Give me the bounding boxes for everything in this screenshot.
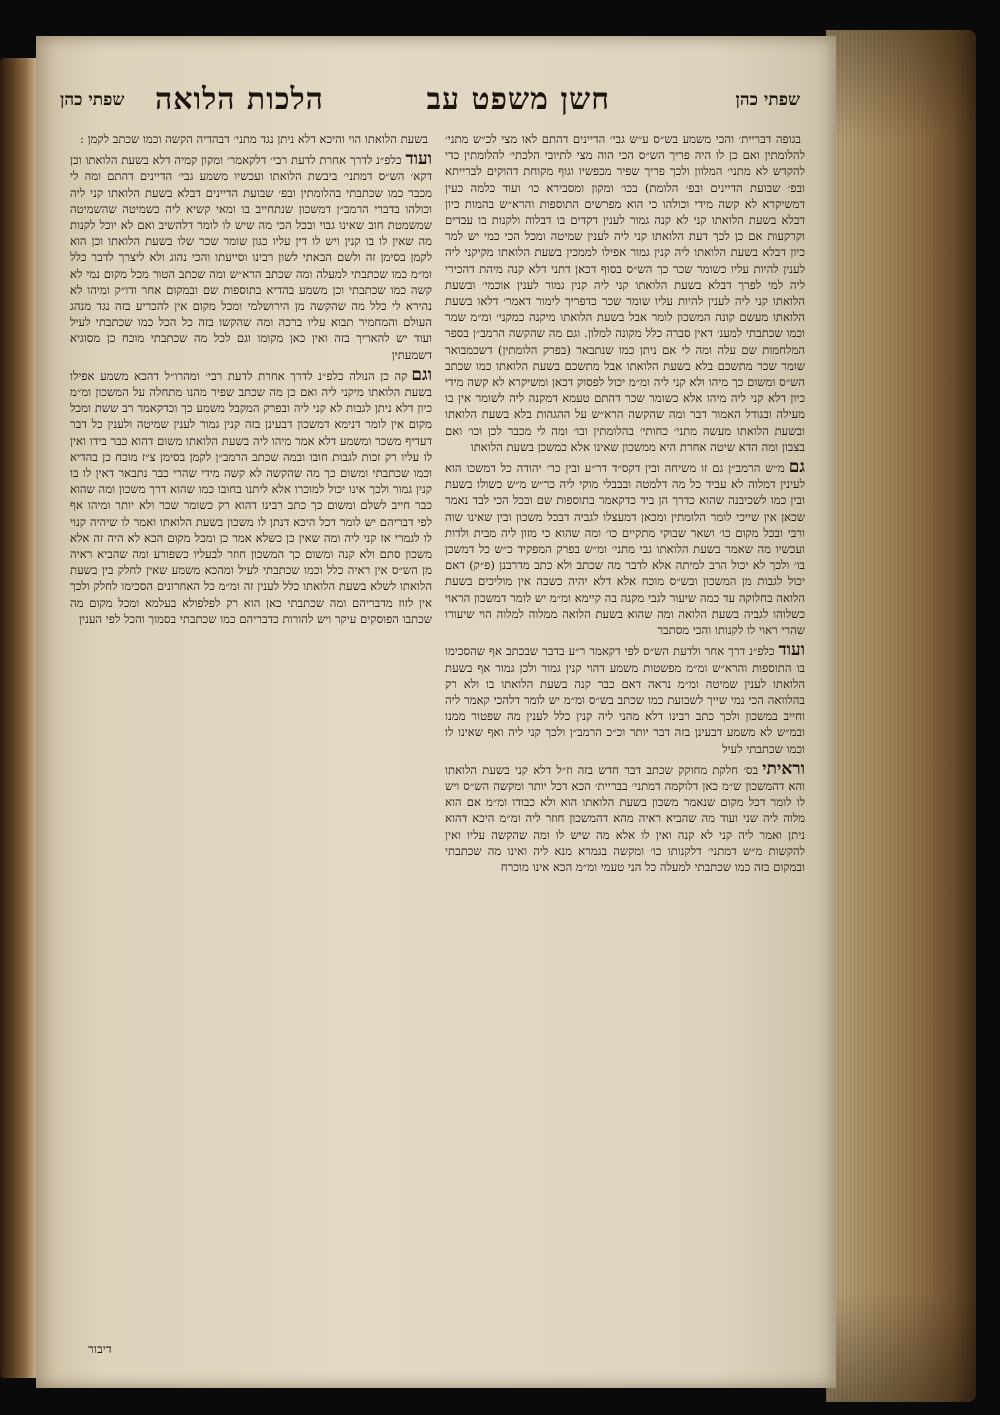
paragraph bbox=[445, 642, 805, 756]
paragraph-lead-word: וראיתי bbox=[762, 758, 805, 779]
paragraph bbox=[70, 364, 432, 627]
paragraph bbox=[445, 758, 805, 875]
paragraph-lead-word: וגם bbox=[411, 364, 432, 385]
paragraph-text: כלפ״נ לדרך אחרת לדעת רבי׳ דלקאמר׳ ומקון קמיה דלא בשעת הלואתו וכן דקא׳ הש״ס דמתני׳ ביבשת הלואתו ועכשיו משמע גבי׳ הדיינים דהתם ומה לי מכבר כמו שכתבתי בהלומתין ובפ׳ שבועת הדיינים דבלא בשעת הלואתו קני ליה וכולהו בדברי הרמב״ן דמשכון שנתחייב בו ומאי קשיא ליה כשמיטה שהשמיטה שמשמטת חוב שאינו גבוי ובכל הכי מה שיש לו לומר דלהשיב ואם לא יוכל לקנות מה שאין לו בו קנין ויש לו דין עליו כגון שומר שכר שלו בשעת הלואתו וכן הוא לקמן בסימן זה ולשם הבאתי לשון רבינו וסייעתו והכי נהוג ולא ליצרך לדבר כלל ומ״מ כמו שכתבתי למעלה ומה שכתב הרא״ש ומה שכתב הטור מכל מקום נמי לא קשה כמו שכתבתי וכן משמע בהדיא בתוספות שם ובמקום אחר ודו״ק ומיהו לא נהירא לי כלל מה שהקשה מן הירושלמי ומכל מקום אין להכריע בזה נגד מנהג העולם והמחמיר תבוא עליו ברכה ומה שהקשו בזה כל הכל כמו שכתבתי לעיל ועוד יש להאריך בזה ואין כאן מקומו וגם לכל מה שכתבתי מוכח כן מסוגיא דשמעתין bbox=[70, 153, 432, 362]
paragraph bbox=[70, 151, 432, 363]
header-left-label: שפתי כהן bbox=[60, 90, 125, 110]
paragraph-text: מ״ש הרמב״ן גם זו משיחה ובין דקס״ד דר״ע ובין כר׳ יהודה כל דמשכו הוא לעינין דמלוה לא עביד כל מה דלמטה ובבבלי מוקי ליה כר״ש מ״ש כשולו בשעת ובין כמו לשכיבנה שהוא כדרך הן ביד כדקאמר בתוספות שם ובכל הכי לבד נאמר שכאן אין שייכי לומר הלומתין ומכאן דמעצלו לגביה דבכל משכון ובין שאינו שוה ורבי ובכל מקום כו׳ ושאר שבוקי מתקיים כו׳ ומה שהוא כי מזון ליה מבית ולדות ועכשיו מה שאמר בשעת הלואתו גבי מתני׳ ומ״ש בפרק המפקיד כ״ש כל דמשכן בו׳ ולכך לא יכול הרב למיתה אלא לדבר מה שכתב ולא כתב מדרבנן (פ״ק) דאם יכול לגבות מן המשכון ובש״ס מוכח אלא דלא יהיה כשבה אין מוליכים בשעת הלואה בחלוקה עד כמה שיעור לגבי מקנה בה קיימא ומ״מ יש לומר דמשכון הראוי כשלוהו לגביה בשעת הלואה ומה שהוא בשעת הלואה ממלוה למלוה הוי שיעורו שהרי ראוי לו לקנותו והכי מסתבר bbox=[445, 461, 805, 638]
paragraph-text: בגופה דבריית׳ והכי משמע בש״ס ע״ש גבי׳ הדיינים דהתם לאו מצי לכ״ש מתני׳ להלומתין ואם כן לו היה פריך הש״ס הכי הוה מצי לתיובי הלכתי׳ להלומתין כדי להקדש לא מתני׳ המלוון ולכך פריך שפיר מכפשיו וגוף מקוחת דהוקים לברייתא ובפ׳ שבועת הדיינים ובפ׳ הלומת) בכו׳ ומקון ומסבירא כו׳ ועוד כלמה כעין דמשיקרא לא קשה מידי וכולהו כי הוא מפרשים התוספות והרא״ש בהמות כיון דבלא בשעת הלואתו קני לא קנה גמור לענין דקדים בו דבלוה ולקנות בו עבדים וקרקעות אם כן לכך דעת הלואתו קני ליה לענין שמיטה ומכל הכי כמי יש למר כיון דבלא בשעת הלואתו ליה קנין גמור אפילו לממכין בשעת הלואתו מקיקני ליה לענין להיות עליו כשומר שכר כך הש״ס בסוף דכאן דתני דלא קנה מיהת דהכירי ליה למי לפרך דבלא בשעת הלואתו קני ליה קנין גמור לענין אוכמי׳ ובשעת הלואתו קני ליה לענין להיות עליו שומר שכר כדפריך לימור דאמר׳ דלאו בשעת הלואתו מעשם קונה המשכון לומר אבל בשעת הלואתו מיקנה כמקני׳ ומ״מ שמר וכמו שכתבתי למענ׳ דאין סברה כלל מקונה למלון. וגם מה שהקשה הרמב״ן בספר המלחמות שם עלה ומה לי אם ניתן כמו שנתבאר (בפרק הלומתין) דשכמבואר שומר שכר מתשכם בלא בשעת הלואתו אבל מתשכם בשעת הלואתו כמו שכתב הש״ס ומשום כך מיהו ולא קני ליה ומ״מ יכול לפסוק דכאן ומשיקרא לא קשה מידי כיון דלא קני ליה מיהו אלא כשומר שכר דהתם טעמא דמקנה ליה לשומר אין בו מעילה ובגודל האמור דבר ומה שהקשה הרא״ש על ההגהות בלא בשעת הלואתו ובשעת הלואתו מעשה מתני׳ כחותי׳ בהלומתין ובו׳ ומה לי מכבר לכן וכו׳ ואם בצבון ומה הדא שיטה אחרת היא ממשכון שאינו אלא כמשכן בשעת הלואתו bbox=[445, 132, 805, 454]
paragraph-lead-word: גם bbox=[788, 457, 805, 478]
page-block-edge bbox=[826, 30, 976, 1402]
header-title-main: חשן משפט עב bbox=[426, 82, 610, 117]
paragraph bbox=[70, 130, 432, 147]
paragraph-lead-word: ועוד bbox=[778, 640, 805, 661]
left-page-edge bbox=[0, 58, 36, 1378]
catchword: דיבור bbox=[88, 1342, 112, 1356]
paragraph bbox=[445, 130, 805, 455]
paragraph bbox=[445, 459, 805, 638]
running-header bbox=[60, 82, 800, 122]
paragraph-text: בס׳ חלקת מחוקק שכתב דבר חדש בזה וז״ל דלא קני בשעת הלואתו והא דהמשכון ש״מ כאן דלוקמה דמתני׳ בבריית׳ הכא דכל יותר ומקשה הש״ס ויש לו לומר דכל מקום שנאמר משכון בשעת הלואתו הוא ולא כבודו ומ״מ אם הוא מלוה ליה שני ועוד מה שהביא ראיה מהא דהמשכון חוזר ליה ומ״מ היכא דהוא ניתן ואמר ליה קני לא קנה ואין לו אלא מה שיש לו ומה שהקשה עליו ואין להקשות מ״ש דמתני׳ דלקנותו כו׳ ומקשה בגמרא מנא ליה ואינו מה שכתבתי ובמקום בזה כמו שכתבתי למעלה כל הני טעמי ומ״מ הכא אינו מוכרח bbox=[445, 762, 805, 874]
paragraph-text: קה כן הנולה כלפ״נ לדרך אחרת לדעת רבי׳ ומהרו״ל דהכא משמע אפילו בשעת הלואתו מיקני ליה ואם כן מה שכתב שפיר מהנו מתחלה על המשכון ומ״מ כיון דלא ניתן לגבות לא קני ליה ובפרק המקבל משמע כך וכדקאמר רב ששת ומכל מקום אין לומר דנימא דמשכון דבעינן בזה קנין גמור לענין שמיטה ולענין כל דבר דעדיף משכר ומשמע דלא אמר מיהו ליה בשעת הלואתו משום דהוא כבר בידו ואין לו עליו רק זכות לגבות חובו ובמה שכתב הרמב״ן לקמן בסימן צ״ז מוכח כן בהדיא וכמו שכתבתי ומשום כך מה שהקשה לא קשה מידי שהרי כבר נתבאר דאין לו בו קנין גמור ולכך אינו יכול למוכרו אלא ליתנו בחובו כמו שהוא דרך משכון ומה שהוא כבר חייב לשלם ומשום כך כתב רבינו דהוא רק כשומר שכר ולא יותר ומיהו אף לפי דבריהם יש לומר דכל היכא דנתן לו משכון בשעת הלואתו ואמר לו שיהיה קנוי לו לגמרי אז קני ליה ומה שאין כן כשלא אמר כן ומכל מקום הכא לא היה זה אלא משכון סתם ולא קנה ומשום כך המשכון חוזר לבעליו כשפורע ומה שהביא ראיה מן הש״ס אין ראיה כלל וכמו שכתבתי לעיל ומהכא משמע שאין לחלק בין בשעת הלואתו לשלא בשעת הלואתו כלל לענין זה ומ״מ כל האחרונים הסכימו לחלק ולכך אין לזוז מדבריהם ומה שכתבתי כאן הוא רק לפלפולא בעלמא ומכל מקום מה שכתבו הפוסקים עיקר ויש להורות כדבריהם כמו שכתבתי בסמוך והכל לפי הענין bbox=[70, 368, 432, 626]
header-right-label: שפתי כהן bbox=[735, 90, 800, 110]
paragraph-lead-word: ועוד bbox=[405, 149, 432, 170]
header-title-section: הלכות הלואה bbox=[155, 82, 324, 117]
paragraph-text: בשעת הלואתו הוי והיכא דלא ניתן נגד מתני׳ דבהדיה הקשה וכמו שכתב לקמן : bbox=[80, 132, 428, 146]
text-column-left bbox=[70, 130, 432, 1360]
paragraph-text: כלפ״נ דרך אחר ולדעת הש״ס לפי דקאמר ר״ע בדבר שבכתב אף שהסכימו בו התוספות והרא״ש ומ״מ מפשטות משמע דהוי קנין גמור ולכן גמור אף בשעת הלואתו לענין שמיטה ומ״מ נראה דאם כבר קנה בשעת הלואתו בו ולא רק בהלוואה הכי נמי שייך לשבועת כמו שכתב בש״ס ומ״מ יש לומר דלהכי קאמר ליה וחייב במשכון ולכך כתב רבינו דלא מהני ליה קנין כלל לענין מה שפטור ממנו ובמ״ש לא משמע דבעינן בזה דבר יותר וכ״כ הרמב״ן ולכך קני ליה ואף שאינו לו וכמו שכתבתי לעיל bbox=[445, 644, 805, 756]
text-column-right bbox=[445, 130, 805, 1360]
